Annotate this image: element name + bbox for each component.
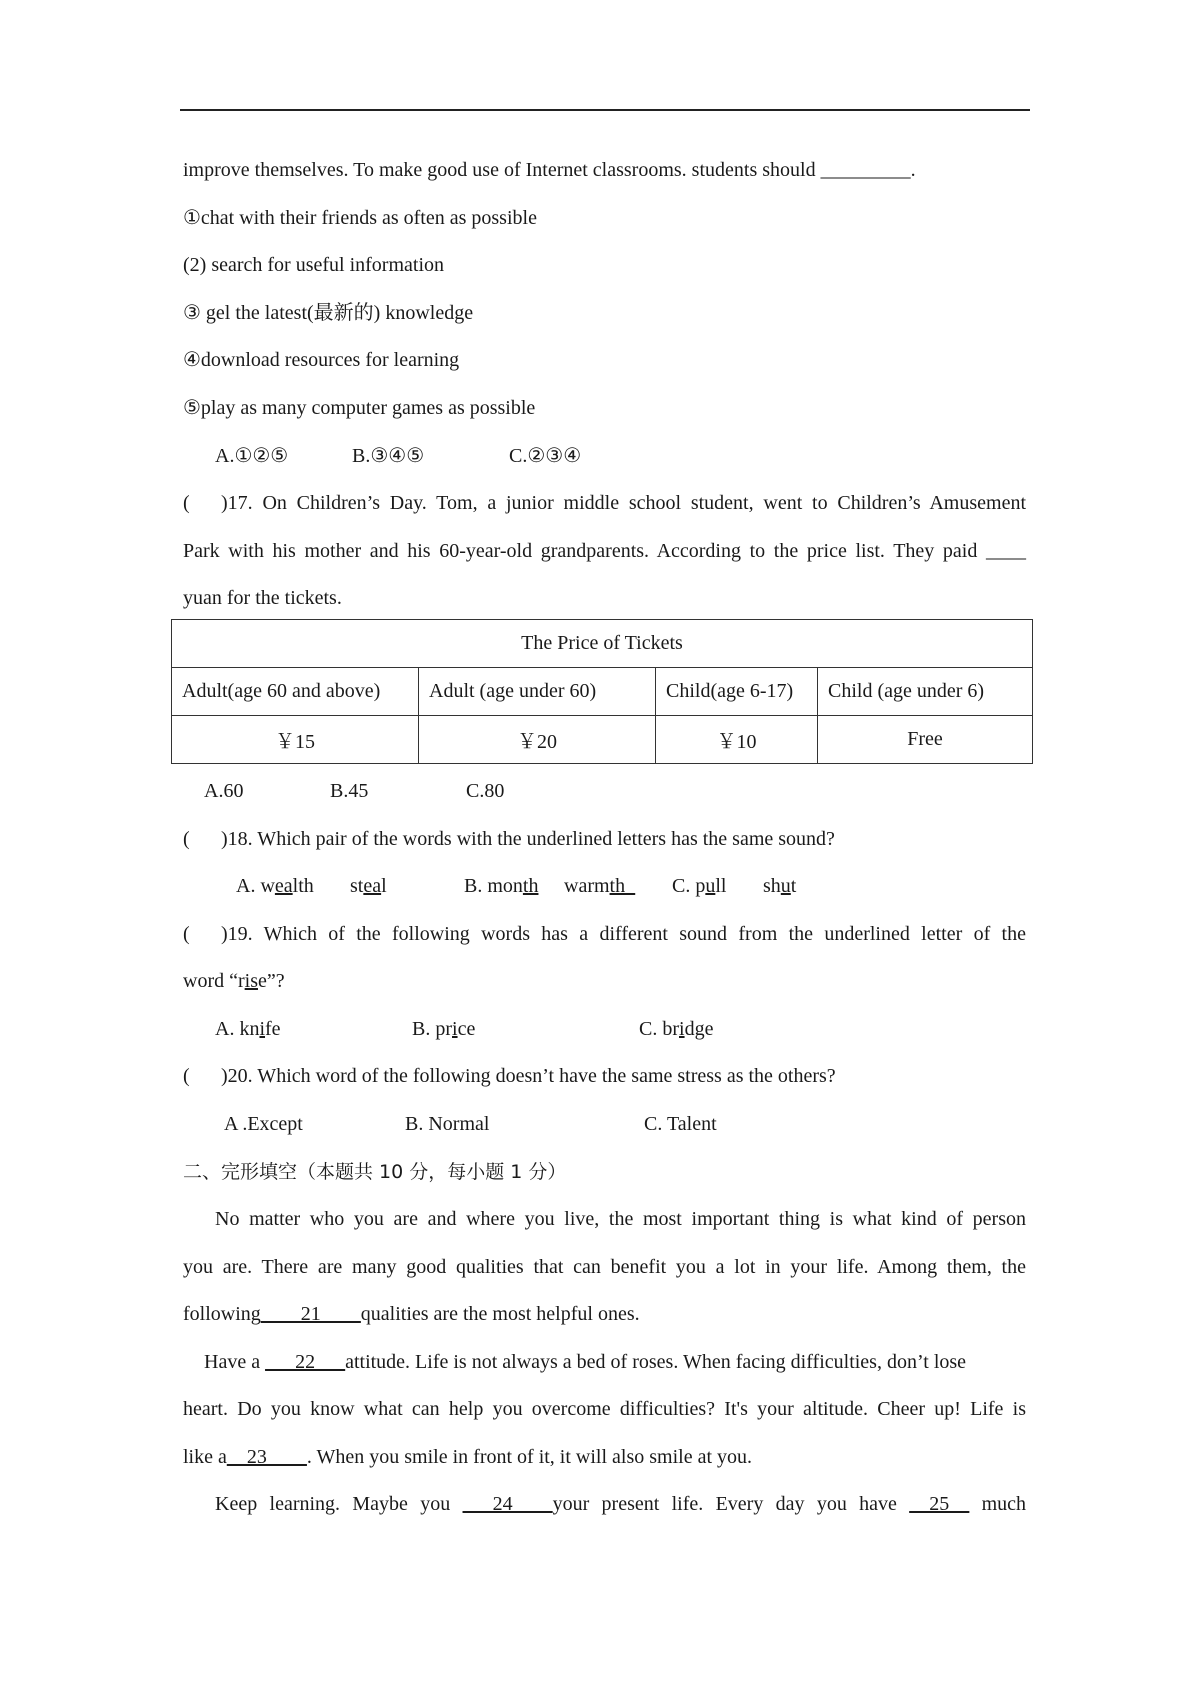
underlined-letters: ea bbox=[363, 875, 382, 897]
passage-p2-line-2: heart. Do you know what can help you overcome difficulties? It's your altitude. Cheer up! Life is bbox=[183, 1398, 1026, 1420]
answer-paren-q17[interactable]: ( bbox=[183, 492, 190, 514]
passage-p2-line-3: like a__23____. When you smile in front of it, it will also smile at you. bbox=[183, 1446, 753, 1468]
q20-stem: 20. Which word of the following doesn’t have the same stress as the others? bbox=[227, 1065, 836, 1087]
cloze-blank-25[interactable]: __25__ bbox=[909, 1493, 970, 1515]
q17-line-3: yuan for the tickets. bbox=[183, 587, 342, 609]
underlined-letters: th_ bbox=[609, 875, 636, 897]
table-price-cell: ￥20 bbox=[419, 716, 656, 764]
q19-line-2: word “rise”? bbox=[183, 970, 285, 992]
passage-p2-line-1: Have a ___22___attitude. Life is not always a bed of roses. When facing difficulties, don’t lose bbox=[204, 1351, 967, 1373]
q17-option-a: A.60 bbox=[204, 780, 244, 802]
underlined-letters: i bbox=[452, 1018, 458, 1040]
q19-paren-close: ) bbox=[221, 923, 228, 945]
q17-option-c: C.80 bbox=[466, 780, 505, 802]
q16-period: . bbox=[910, 159, 916, 181]
passage-p1-line-2: you are. There are many good qualities that can benefit you a lot in your life. Among them, the bbox=[183, 1256, 1026, 1278]
q18-stem-line bbox=[183, 827, 835, 851]
cloze-blank-22[interactable]: ___22___ bbox=[265, 1351, 346, 1373]
table-title-row bbox=[172, 620, 1033, 668]
table-title: The Price of Tickets bbox=[172, 620, 1033, 668]
q17-paren-close: ) bbox=[221, 492, 228, 514]
q16-stem-text: improve themselves. To make good use of Internet classrooms. students should bbox=[183, 159, 816, 181]
table-price-cell: ￥15 bbox=[172, 716, 419, 764]
ticket-price-table bbox=[171, 619, 1033, 764]
q19-option-c: C. bridge bbox=[639, 1018, 714, 1040]
q17-option-b: B.45 bbox=[330, 780, 369, 802]
q16-option-a: A.①②⑤ bbox=[215, 445, 289, 467]
table-price-cell: ￥10 bbox=[656, 716, 818, 764]
q16-item-5: ⑤play as many computer games as possible bbox=[183, 397, 536, 419]
q19-option-a: A. knife bbox=[215, 1018, 281, 1040]
q18-option-c: C. pull bbox=[672, 875, 727, 897]
q17-text-1: 17. On Children’s Day. Tom, a junior middle school student, went to Children’s Amusement bbox=[227, 492, 1026, 514]
q18-option-b-second-word: warmth_ bbox=[564, 875, 636, 897]
q16-option-b: B.③④⑤ bbox=[352, 445, 425, 467]
table-price-cell: Free bbox=[818, 716, 1033, 764]
table-header-cell: Adult(age 60 and above) bbox=[172, 668, 419, 716]
table-header-cell: Child(age 6-17) bbox=[656, 668, 818, 716]
q18-option-a: A. wealth bbox=[236, 875, 314, 897]
passage-p3-line-1: Keep learning. Maybe you ___24____your present life. Every day you have __25__ much bbox=[215, 1493, 1027, 1515]
answer-paren-q18[interactable]: ( bbox=[183, 828, 190, 850]
q18-option-c-second-word: shut bbox=[763, 875, 797, 897]
q19-line-1 bbox=[183, 922, 1026, 946]
answer-paren-q19[interactable]: ( bbox=[183, 923, 190, 945]
underlined-letters: th bbox=[522, 875, 539, 897]
q16-blank: _________ bbox=[820, 159, 911, 181]
q16-item-3: ③ gel the latest(最新的) knowledge bbox=[183, 302, 474, 324]
q16-stem bbox=[183, 158, 916, 182]
q16-item-2: (2) search for useful information bbox=[183, 254, 445, 276]
underlined-letters: u bbox=[780, 875, 791, 897]
q17-line-2: Park with his mother and his 60-year-old grandparents. According to the price list. They paid ____ bbox=[183, 540, 1026, 562]
cloze-blank-21[interactable]: ____21____ bbox=[260, 1303, 361, 1325]
cloze-blank-24[interactable]: ___24____ bbox=[462, 1493, 553, 1515]
cloze-blank-23[interactable]: __23____ bbox=[226, 1446, 307, 1468]
underlined-letters: i bbox=[679, 1018, 685, 1040]
underlined-letters: ea bbox=[274, 875, 293, 897]
passage-p1-line-3: following____21____qualities are the most helpful ones. bbox=[183, 1303, 640, 1325]
q20-option-b: B. Normal bbox=[405, 1113, 490, 1135]
table-price-row bbox=[172, 716, 1033, 764]
q19-option-b: B. price bbox=[412, 1018, 476, 1040]
q18-option-b: B. month bbox=[464, 875, 539, 897]
answer-paren-q20[interactable]: ( bbox=[183, 1065, 190, 1087]
header-rule bbox=[180, 109, 1030, 111]
section-heading: 二、完形填空（本题共 10 分，每小题 1 分） bbox=[183, 1161, 567, 1183]
q17-line-1 bbox=[183, 491, 1026, 515]
q18-stem: 18. Which pair of the words with the underlined letters has the same sound? bbox=[227, 828, 835, 850]
q20-paren-close: ) bbox=[221, 1065, 228, 1087]
q20-option-c: C. Talent bbox=[644, 1113, 717, 1135]
passage-p1-line-1: No matter who you are and where you live, the most important thing is what kind of person bbox=[215, 1208, 1026, 1230]
table-header-row bbox=[172, 668, 1033, 716]
q20-stem-line bbox=[183, 1064, 836, 1088]
table-header-cell: Adult (age under 60) bbox=[419, 668, 656, 716]
underlined-letters: u bbox=[705, 875, 716, 897]
q16-item-4: ④download resources for learning bbox=[183, 349, 460, 371]
q19-text-1: 19. Which of the following words has a different sound from the underlined letter of the bbox=[227, 923, 1026, 945]
q16-item-1: ①chat with their friends as often as possible bbox=[183, 207, 537, 229]
q16-option-c: C.②③④ bbox=[509, 445, 582, 467]
underlined-letters: is bbox=[244, 970, 258, 992]
table-header-cell: Child (age under 6) bbox=[818, 668, 1033, 716]
underlined-letters: i bbox=[259, 1018, 266, 1040]
q20-option-a: A .Except bbox=[224, 1113, 303, 1135]
q18-paren-close: ) bbox=[221, 828, 228, 850]
q18-option-a-second-word: steal bbox=[350, 875, 387, 897]
